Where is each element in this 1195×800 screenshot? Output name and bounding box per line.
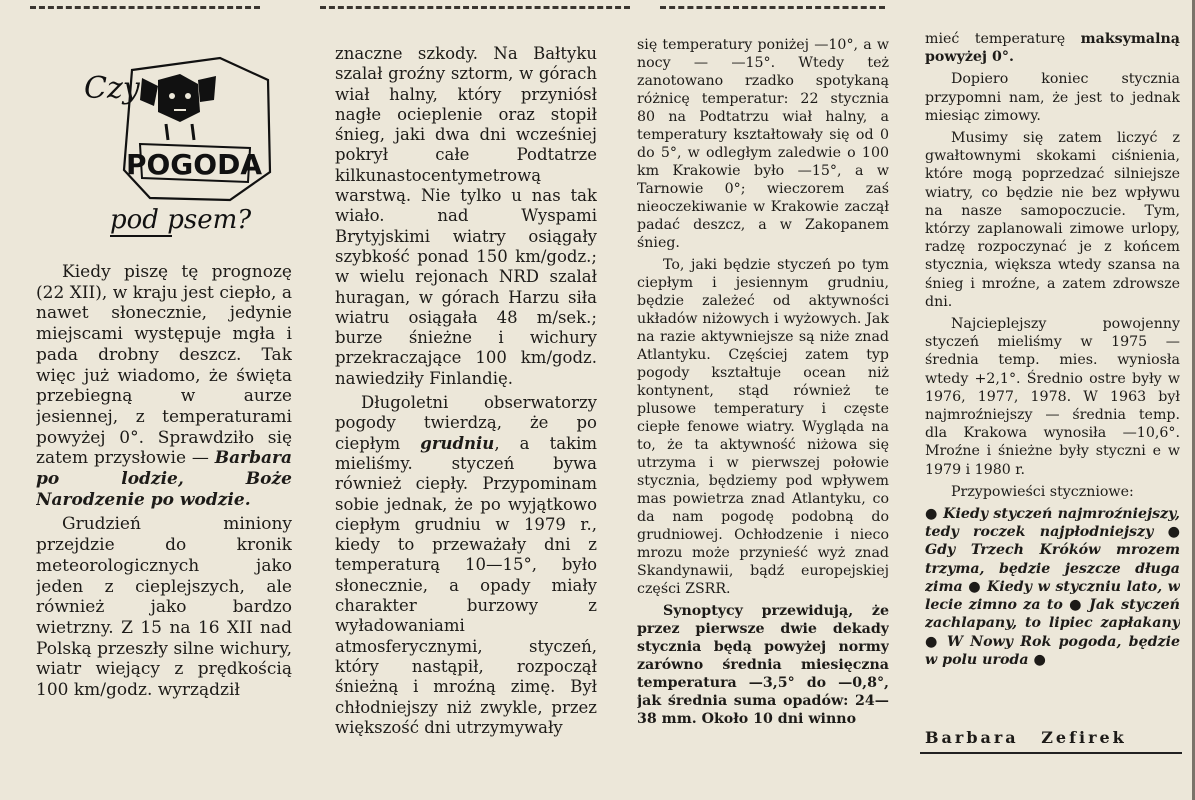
paragraph: mieć temperaturę maksymalną powyżej 0°. <box>925 31 1180 66</box>
paragraph: znaczne szkody. Na Bałtyku szalał groźny sztorm, w górach wiał halny, który przyniósł nagłe ocieplenie oraz stopił śnieg, jaki dwa dni wcześniej pokrył całe Podtatrze kilkunastocentymetrową warstwą. Nie tylko u nas tak wiało. nad Wyspami Brytyjskimi wiatry osiągały szybkość ponad 150 km/godz.; w wielu rejonach NRD szalał huragan, w górach Harzu siła wiatru osiągała 48 m/sek.; burze śnieżne i wichury przekraczające 100 km/godz. nawiedziły Finlandię. <box>335 44 597 388</box>
article-column-3 <box>637 36 889 800</box>
article-column-2 <box>335 44 597 800</box>
paragraph: Kiedy piszę tę prognozę (22 XII), w kraju jest ciepło, a nawet słonecznie, jedynie miejscami występuje mgła i pada drobny deszcz. Tak więc już wiadomo, że święta przebiegną w aurze jesiennej, z temperaturami powyżej 0°. Sprawdziło się zatem przysłowie — Barbara po lodzie, Boże Narodzenie po wodzie. <box>36 262 292 510</box>
paragraph: Najcieplejszy powojenny styczeń mieliśmy w 1975 — średnia temp. mies. wyniosła wtedy +2,1°. Średnio ostre były w 1976, 1977, 1978. W 1963 był najmroźniejszy — średnia temp. dla Krakowa wynosiła —10,6°. Mroźne i śnieżne były styczni e w 1979 i 1980 r. <box>925 316 1180 478</box>
article-column-1 <box>36 262 292 800</box>
logo-script-bottom: pod psem? <box>110 205 252 235</box>
article-column-4 <box>925 30 1180 800</box>
paragraph: się temperatury poniżej —10°, a w nocy — —15°. Wtedy też zanotowano rzadko spotykaną różnicę temperatur: 22 stycznia 80 na Podtatrzu wiał halny, a temperatury kształtowały się od 0 do 5°, w odległym zaledwie o 100 km Krakowie było —15°, a w Tarnowie 0°; wieczorem zaś nieoczekiwanie w Krakowie zaczął padać deszcz, a w Zakopanem śnieg. <box>637 37 889 251</box>
cut-line <box>320 6 630 9</box>
paragraph: Musimy się zatem liczyć z gwałtownymi skokami ciśnienia, które mogą poprzedzać silniejsze wiatry, co będzie nie bez wpływu na nasze samopoczucie. Tym, którzy zaplanowali zimowe urlopy, radzę rozpoczynać je z końcem stycznia, większa wtedy szansa na śnieg i mroźne, a zatem zdrowsze dni. <box>925 130 1180 310</box>
paragraph: Synoptycy przewidują, że przez pierwsze dwie dekady stycznia będą powyżej normy zarówno średnia miesięczna temperatura —3,5° do —0,8°, jak średnia suma opadów: 24—38 mm. Około 10 dni winno <box>637 603 889 727</box>
cut-line <box>30 6 260 9</box>
logo-script-top: Czy <box>84 71 140 106</box>
sayings-list: ● Kiedy styczeń najmroźniejszy, tedy roczek najpłodniejszy ● Gdy Trzech Króków mrozem trzyma, będzie jeszcze długa zima ● Kiedy w styczniu lato, w lecie zimno za to ● Jak styczeń zachlapany, to lipiec zapłakany ● W Nowy Rok pogoda, będzie w polu uroda ● <box>925 506 1180 668</box>
paragraph: Dopiero koniec stycznia przypomni nam, że jest to jednak miesiąc zimowy. <box>925 71 1180 124</box>
signature-rule <box>920 752 1182 754</box>
paragraph: Grudzień miniony przejdzie do kronik meteorologicznych jako jeden z cieplejszych, ale również jako bardzo wietrzny. Z 15 na 16 XII nad Polską przeszły silne wichury, wiatr wiejący z prędkością 100 km/godz. wyrządził <box>36 514 292 701</box>
paragraph: Długoletni obserwatorzy pogody twierdzą, że po ciepłym grudniu, a takim mieliśmy. styczeń bywa również ciepły. Przypominam sobie jednak, że po wyjątkowo ciepłym grudniu w 1979 r., kiedy to przeważały dni z temperaturą 10—15°, było słonecznie, a opady miały charakter burzowy z wyładowaniami atmosferycznymi, styczeń, który nastąpił, rozpoczął śnieżną i mroźną zimę. Był chłodniejszy niż zwykle, przez większość dni utrzymywały <box>335 393 597 737</box>
cut-line <box>660 6 885 9</box>
logo-title: POGODA <box>125 148 263 181</box>
paragraph: To, jaki będzie styczeń po tym ciepłym i jesiennym grudniu, będzie zależeć od aktywności układów niżowych i wyżowych. Jak na razie aktywniejsze są niże znad Atlantyku. Częściej zatem typ pogody kształtuje ocean niż kontynent, stąd również te plusowe temperatury i częste ciepłe fenowe wiatry. Wygląda na to, że ta aktywność niżowa się utrzyma i w pierwszej połowie stycznia, będziemy pod wpływem mas powietrza znad Atlantyku, co da nam pogodę podobną do grudniowej. Ochłodzenie i nieco mrozu może przynieść wyż znad Skandynawii, bądź europejskiej części ZSRR. <box>637 257 889 597</box>
saying-italic: Barbara po lodzie, Boże Narodzenie po wodzie. <box>36 448 292 510</box>
column-logo <box>80 50 280 245</box>
paragraph: Przypowieści styczniowe: <box>951 483 1134 500</box>
author-signature: Barbara Zefirek <box>925 728 1127 747</box>
dog-weather-logo-illustration <box>80 50 280 245</box>
